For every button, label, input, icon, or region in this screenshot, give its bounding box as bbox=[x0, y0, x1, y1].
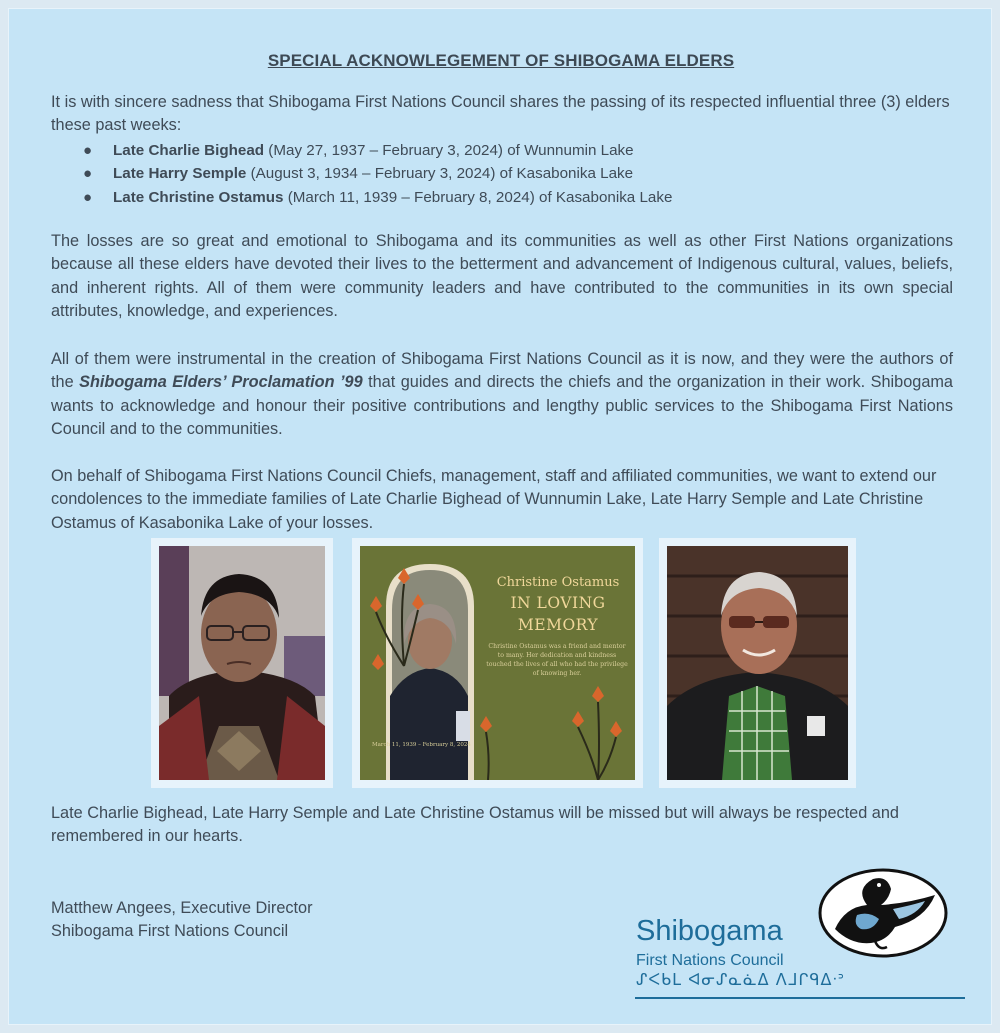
photo-harry-semple bbox=[667, 546, 848, 780]
signature-name: Matthew Angees, Executive Director bbox=[51, 899, 313, 917]
memorial-card-christine-ostamus bbox=[360, 546, 635, 780]
logo-underline bbox=[635, 997, 965, 999]
portrait-elder-1 bbox=[159, 546, 325, 780]
elder-detail: (March 11, 1939 – February 8, 2024) of Kasabonika Lake bbox=[283, 188, 673, 206]
logo-wordmark: Shibogama bbox=[636, 915, 783, 947]
photo-frame-charlie bbox=[151, 538, 333, 788]
memorial-dates: March 11, 1939 – February 8, 2024 bbox=[372, 742, 471, 748]
elder-name: Late Charlie Bighead bbox=[113, 142, 265, 159]
bullet-icon: ● bbox=[83, 142, 93, 159]
signature-org: Shibogama First Nations Council bbox=[51, 922, 289, 941]
list-item bbox=[51, 139, 951, 162]
list-item bbox=[51, 162, 951, 185]
photo-frame-christine bbox=[352, 538, 643, 788]
page-title: SPECIAL ACKNOWLEGEMENT OF SHIBOGAMA ELDERS bbox=[267, 51, 735, 70]
memorial-name: Christine Ostamus bbox=[496, 575, 620, 590]
portrait-elder-3 bbox=[667, 546, 848, 780]
memorial-body: Christine Ostamus was a friend and mentor to many. Her dedication and kindness touched the lives of all who had the privilege of knowing her. bbox=[486, 643, 628, 677]
photo-frame-harry bbox=[659, 538, 856, 788]
bullet-icon: ● bbox=[83, 165, 93, 183]
shibogama-logo bbox=[629, 865, 965, 1005]
elder-name: Late Harry Semple bbox=[113, 165, 247, 183]
losses-paragraph: The losses are so great and emotional to Shibogama and its communities as well as other First Nations organizations because all these elders have devoted their lives to the betterment and advancement of Indigenous cultural, values, beliefs, and inherent rights. All of them were community leaders and have contributed to the communities in its own special attributes, knowledge, and experiences. bbox=[51, 232, 953, 321]
page bbox=[8, 8, 992, 1025]
elder-detail: (August 3, 1934 – February 3, 2024) of Kasabonika Lake bbox=[246, 165, 634, 183]
memorial-in-loving: IN LOVING bbox=[510, 594, 606, 612]
loon-emblem-icon bbox=[817, 867, 949, 959]
logo-subtitle: First Nations Council bbox=[636, 952, 784, 969]
list-item bbox=[51, 186, 951, 209]
elder-detail: (May 27, 1937 – February 3, 2024) of Wunnumin Lake bbox=[264, 142, 634, 159]
proclamation-title: Shibogama Elders’ Proclamation ’99 bbox=[79, 373, 363, 392]
memorial-memory: MEMORY bbox=[517, 616, 599, 634]
missed-paragraph: Late Charlie Bighead, Late Harry Semple and Late Christine Ostamus will be missed but will always be respected and remembered in our hearts. bbox=[51, 804, 899, 846]
logo-syllabics: ᔑᐸᑲᒪ ᐊᓂᔑᓇᓈᐃ ᐱᒧᒋᑫᐃᐧᐣ bbox=[636, 970, 845, 989]
instrumental-paragraph bbox=[51, 348, 953, 442]
instrumental-text-end: that guides and directs the chiefs and the organization in their work. Shibogama wants to acknowledge and honour their positive contributions and lengthy public services to the Shibogama First Nations Council and to the communities. bbox=[51, 373, 953, 439]
photo-charlie-bighead bbox=[159, 546, 325, 780]
instrumental-text: All of them were instrumental in the creation of Shibogama First Nations Council as it is now, and they were the authors of the bbox=[51, 350, 953, 392]
elder-name: Late Christine Ostamus bbox=[113, 188, 284, 206]
bullet-icon: ● bbox=[83, 188, 93, 206]
condolences-paragraph: On behalf of Shibogama First Nations Council Chiefs, management, staff and affiliated communities, we want to extend our condolences to the immediate families of Late Charlie Bighead of Wunnumin Lake, Late Harry Semple and Late Christine Ostamus of Kasabonika Lake of your losses. bbox=[51, 467, 937, 532]
elders-list bbox=[51, 139, 951, 209]
intro-paragraph: It is with sincere sadness that Shibogama First Nations Council shares the passing of its respected influential three (3) elders these past weeks: bbox=[51, 93, 950, 135]
